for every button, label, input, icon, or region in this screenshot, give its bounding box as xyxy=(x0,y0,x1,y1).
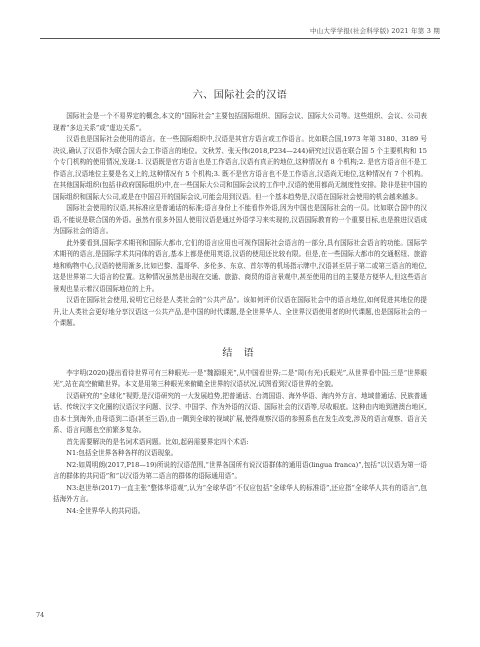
conclusion-paragraph: 汉语研究的“全球化”视野,是汉语研究的一大发展趋势,把普通话、台湾国语、海外华语、海内外方言、地域普通话、民族普通话、传统汉字文化圈的汉语汉字问题、汉学、中国学、作为外语的汉语、国际社会的汉语等,尽收眼底。这种由内地到港澳台地区,由本土到海外,由母语到二语(甚至三语),由一隅到全球的视域扩展,使得观察汉语的参照系也在发生改变,涉及的语言观察、语言关系、语言问题也空前繁多复杂。 xyxy=(53,391,427,434)
section-paragraph: 汉语也是国际社会使用的语言。在一些国际组织中,汉语是其官方语言或工作语言。比如联合国,1973 年第 3180、3189 号决议,确认了汉语作为联合国大会工作语言的地位。文秋芳、张天伟(2018,P234—244)研究过汉语在联合国 5 个主要机构和 15 个专门机构的使用情况,发现:1. 汉语既是官方语言也是工作语言,汉语有真正的地位,这种情况有 8 个机构;2. 是官方语言但不是工作语言,汉语地位主要是名义上的,这种情况有 5 个机构;3. 既不是官方语言也不是工作语言,汉语尚无地位,这种情况有 7 个机构。在其他国际组织(包括非政府国际组织)中,在一些国际大公司和国际会议的工作中,汉语的使用都尚无制度性安排。除非是驻中国的国际组织和国际大公司,或是在中国召开的国际会议,可能会用到汉语。但一个基本趋势是,汉语在国际社会使用的机会越来越多。 xyxy=(53,135,427,201)
term-definition: N3:赵世举(2017)一直主张“整体华语观”,认为“全球华语”不仅应包括“全球华人的标准语”,还应指“全球华人共有的语言”,包括海外方言。 xyxy=(53,483,427,503)
term-definition: N1:包括全世界各种各样的汉语现象。 xyxy=(66,449,178,457)
section-paragraph: 汉语在国际社会使用,说明它已经是人类社会的“公共产品”。该如何评价汉语在国际社会中的语言地位,如何促进其地位的提升,让人类社会更好地分享汉语这一公共产品,是中国的时代课题,是全世界华人、全世界汉语使用者的时代课题,也是国际社会的一个课题。 xyxy=(53,296,427,327)
conclusion-title: 结 语 xyxy=(222,347,258,359)
page-number: 74 xyxy=(36,611,45,619)
term-definition: N4:全世界华人的共同语。 xyxy=(66,506,145,515)
conclusion-paragraph: 首先需要解决的是名词术语问题。比如,起码需要界定四个术语: xyxy=(66,437,249,446)
term-definition: N2:如周明朗(2017,P18—19)所说的汉语范围,“世界各国所有说汉语群体的通用语(lingua franca)”,包括“以汉语为第一语言的群体的共同语”和“以汉语为第二语言的群体的语际通用语”。 xyxy=(53,460,427,480)
header-divider xyxy=(40,38,440,39)
section-title: 六、国际社会的汉语 xyxy=(192,90,288,101)
section-paragraph: 此外要看到,国际学术期刊和国际大都市,它们的语言应用也可视作国际社会语言的一部分,具有国际社会语言的功能。国际学术期刊的语言,是国际学术共同体的语言,基本上都是使用英语,汉语的使用还比较有限。但是,在一些国际大都市的交通枢纽、旅游地和购物中心,汉语的使用渐多,比如巴黎、温哥华、多伦多、东京、首尔等的机场指示牌中,汉语甚至居于第二或第三语言的地位,这是世界第二大语言的位置。这种情况虽然是出现在交通、旅游、商贸的语言景观中,甚至使用的目的主要是方便华人,但这些语言景观也显示着汉语国际地位的上升。 xyxy=(53,238,427,293)
conclusion-paragraph: 李宇明(2020)提出看待世界可有三种眼光:一是“魏源眼光”,从中国看世界;二是“周(有光)氏眼光”,从世界看中国;三是“世界眼光”,站在高空俯瞰世界。本文是用第三种眼光来俯瞰全世界的汉语状况,试图看到汉语世界的全貌。 xyxy=(53,368,427,388)
section-paragraph: 国际社会是一个不易界定的概念,本文的“国际社会”主要包括国际组织、国际会议、国际大公司等。这些组织、会议、公司表现着“多边关系”或“虚边关系”。 xyxy=(53,112,427,132)
journal-header: 中山大学学报(社会科学版) 2021 年第 3 期 xyxy=(309,27,440,35)
article-body xyxy=(53,86,427,517)
section-paragraph: 国际社会使用的汉语,其标准应是普通话的标准;语言身份上不能看作外语,因为中国也是国际社会的一员。比如联合国中的汉语,不能说是联合国的外语。虽然有很多外国人使用汉语是通过外语学习来实现的,汉语国际教育的一个重要目标,也是推进汉语成为国际社会的语言。 xyxy=(53,204,427,235)
